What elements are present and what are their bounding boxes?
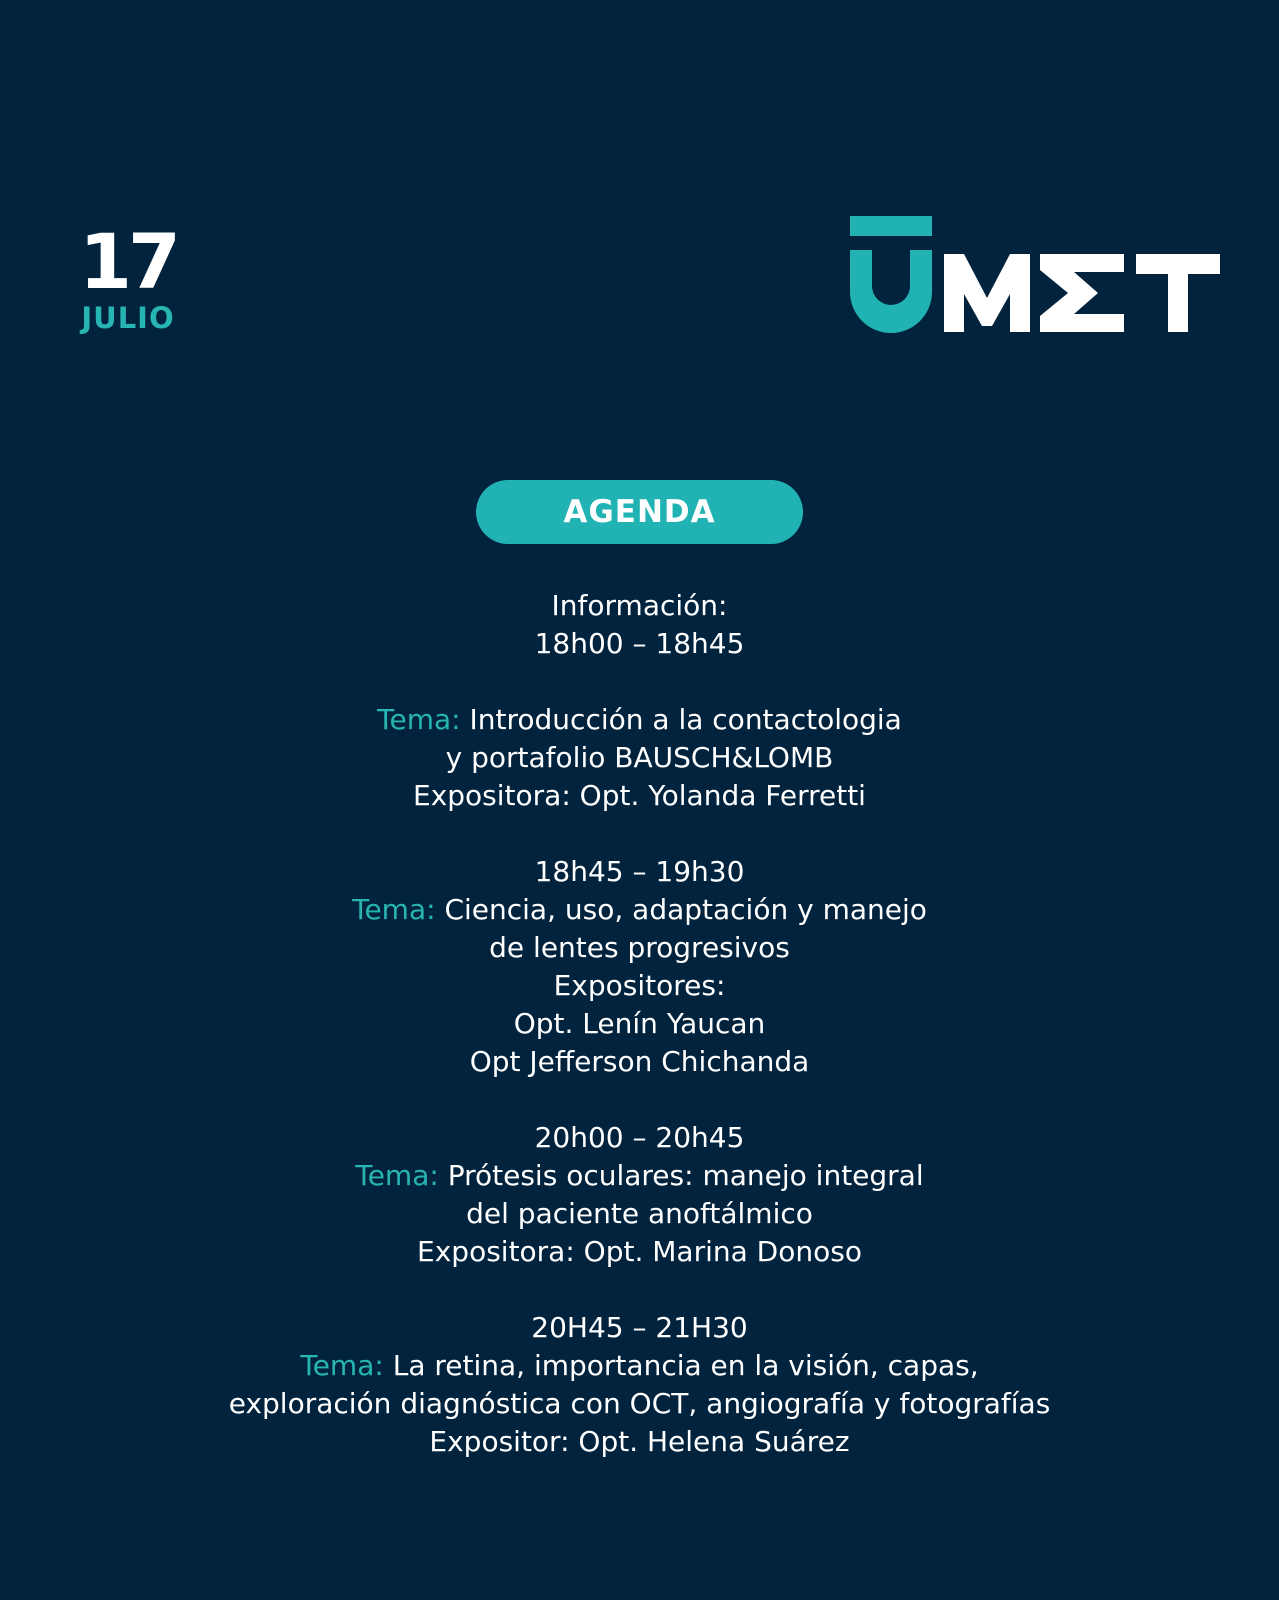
- agenda-intro: [0, 587, 1279, 663]
- session-speaker: Expositora: Opt. Yolanda Ferretti: [413, 779, 866, 812]
- agenda-badge: AGENDA: [476, 480, 803, 544]
- topic-line1: La retina, importancia en la visión, capas,: [392, 1349, 979, 1382]
- agenda-session: [0, 853, 1279, 1081]
- session-topic: [0, 891, 1279, 929]
- logo-u: [850, 250, 932, 333]
- session-time: 18h45 – 19h30: [534, 855, 745, 888]
- logo-mark: [846, 216, 1220, 338]
- session-topic: [0, 1157, 1279, 1195]
- event-date: [72, 217, 184, 335]
- date-day: 17: [79, 217, 177, 306]
- session-time: 20h00 – 20h45: [534, 1121, 745, 1154]
- speaker-label: Expositores:: [553, 969, 726, 1002]
- session-speaker: Expositor: Opt. Helena Suárez: [429, 1425, 850, 1458]
- session-topic: [0, 701, 1279, 739]
- date-month: JULIO: [81, 301, 175, 335]
- session-time: 20H45 – 21H30: [531, 1311, 748, 1344]
- topic-line1: Ciencia, uso, adaptación y manejo: [444, 893, 927, 926]
- logo-t: [1136, 254, 1220, 332]
- agenda-session: [0, 701, 1279, 815]
- logo-m: [944, 254, 1030, 332]
- session-topic: [0, 1347, 1279, 1385]
- tema-label: Tema:: [352, 893, 436, 926]
- topic-line2: exploración diagnóstica con OCT, angiografía y fotografías: [228, 1387, 1051, 1420]
- intro-time: 18h00 – 18h45: [534, 627, 745, 660]
- agenda-list: [0, 587, 1279, 1499]
- session-speaker: Opt. Lenín Yaucan: [513, 1007, 766, 1040]
- intro-label: Información:: [551, 589, 728, 622]
- topic-line1: Prótesis oculares: manejo integral: [447, 1159, 924, 1192]
- topic-line2: de lentes progresivos: [489, 931, 790, 964]
- topic-line1: Introducción a la contactologia: [469, 703, 902, 736]
- logo-u-bar: [850, 216, 932, 236]
- session-speaker: Expositora: Opt. Marina Donoso: [417, 1235, 862, 1268]
- agenda-session: [0, 1309, 1279, 1461]
- tema-label: Tema:: [300, 1349, 384, 1382]
- logo-e: [1040, 254, 1124, 332]
- umet-logo: [846, 216, 1220, 338]
- tema-label: Tema:: [355, 1159, 439, 1192]
- agenda-session: [0, 1119, 1279, 1271]
- tema-label: Tema:: [377, 703, 461, 736]
- topic-line2: del paciente anoftálmico: [466, 1197, 813, 1230]
- session-speaker: Opt Jefferson Chichanda: [469, 1045, 810, 1078]
- topic-line2: y portafolio BAUSCH&LOMB: [445, 741, 834, 774]
